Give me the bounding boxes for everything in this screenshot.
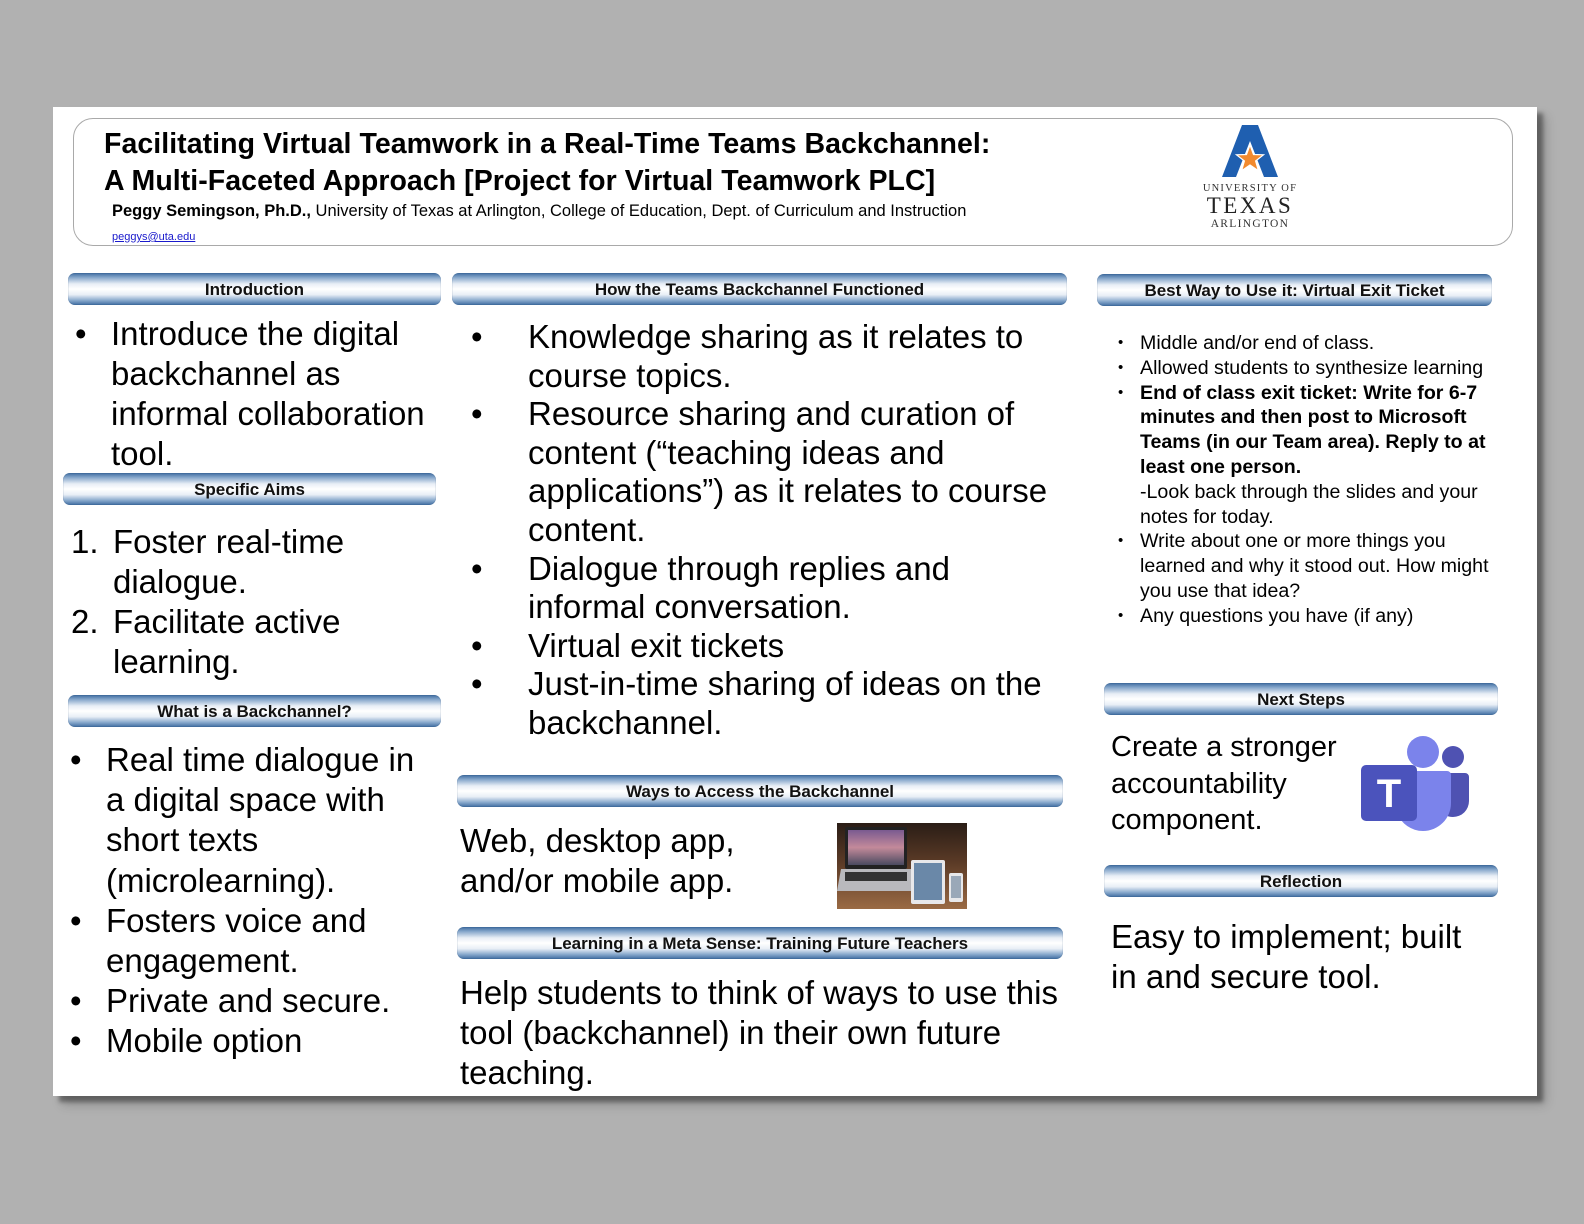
aim-text: Foster real-time dialogue.	[113, 523, 345, 600]
what-bullet	[70, 901, 440, 981]
how-bullet	[471, 627, 1071, 666]
what-bullet	[70, 1021, 440, 1061]
uta-a-star-icon	[1220, 125, 1280, 179]
author-line	[112, 202, 966, 221]
how-bullet	[471, 550, 1071, 627]
logo-line-3: ARLINGTON	[1210, 218, 1290, 230]
item-number: 1.	[71, 523, 99, 560]
best-way-bullet	[1118, 381, 1498, 530]
bullet-text: Real time dialogue in a digital space with short texts (microlearning).	[106, 741, 415, 899]
title-line-2: A Multi-Faceted Approach [Project for Virtual Teamwork PLC]	[104, 165, 936, 197]
bullet-text: Dialogue through replies and informal conversation.	[528, 549, 950, 626]
bullet-icon: •	[75, 315, 87, 352]
best-way-bullet	[1118, 331, 1498, 356]
bullet-text: Resource sharing and curation of content (“teaching ideas and applications”) as it relates to course content.	[528, 395, 1048, 548]
logo-line-2: TEXAS	[1206, 193, 1294, 218]
bullet-icon: •	[1118, 358, 1124, 376]
section-heading-what-is-backchannel: What is a Backchannel?	[68, 695, 441, 727]
bullet-icon: •	[70, 741, 82, 778]
bullet-text: Virtual exit tickets	[528, 626, 785, 664]
what-is-backchannel-content	[70, 740, 440, 1062]
how-bullet	[471, 665, 1071, 742]
author-affiliation: University of Texas at Arlington, College of Education, Dept. of Curriculum and Instruction	[310, 202, 967, 220]
ways-to-access-text: Web, desktop app, and/or mobile app.	[460, 822, 735, 899]
how-bullet	[471, 318, 1071, 395]
introduction-content	[75, 314, 445, 474]
item-number: 2.	[71, 603, 99, 640]
uta-logo	[1200, 125, 1300, 247]
section-heading-introduction: Introduction	[68, 273, 441, 305]
aim-item	[71, 522, 441, 602]
bullet-text: Write about one or more things you learned and why it stood out. How might you use that idea?	[1140, 530, 1489, 602]
bullet-text: Just-in-time sharing of ideas on the backchannel.	[528, 665, 1042, 741]
email-link[interactable]: peggys@uta.edu	[112, 231, 196, 243]
bullet-icon: •	[1118, 606, 1124, 624]
introduction-bullet	[75, 314, 445, 474]
bullet-icon: •	[1118, 532, 1124, 550]
bullet-text: -Look back through the slides and your notes for today.	[1140, 480, 1478, 528]
bullet-text: Any questions you have (if any)	[1140, 604, 1414, 627]
bullet-bold-text: End of class exit ticket: Write for 6-7 minutes and then post to Microsoft Teams (in our Team area). Reply to at least one person.	[1140, 381, 1486, 478]
bullet-icon: •	[471, 318, 483, 355]
bullet-icon: •	[1118, 383, 1124, 401]
bullet-icon: •	[471, 395, 483, 433]
section-heading-best-way: Best Way to Use it: Virtual Exit Ticket	[1097, 274, 1492, 306]
bullet-text: Private and secure.	[106, 982, 391, 1020]
meta-sense-text: Help students to think of ways to use this tool (backchannel) in their own future teaching.	[460, 974, 1058, 1091]
bullet-text: Middle and/or end of class.	[1140, 332, 1375, 354]
microsoft-teams-icon	[1361, 735, 1469, 835]
section-heading-ways-to-access: Ways to Access the Backchannel	[457, 775, 1063, 807]
how-functioned-content	[471, 318, 1071, 743]
bullet-icon: •	[471, 665, 483, 703]
bullet-icon: •	[70, 901, 82, 939]
best-way-bullet	[1118, 356, 1498, 381]
what-bullet	[70, 740, 440, 901]
author-name: Peggy Semingson, Ph.D.,	[112, 202, 311, 220]
teams-letter: T	[1376, 772, 1402, 816]
best-way-content	[1118, 331, 1498, 629]
section-heading-specific-aims: Specific Aims	[63, 473, 436, 505]
what-bullet	[70, 981, 440, 1021]
section-heading-next-steps: Next Steps	[1104, 683, 1498, 715]
devices-photo	[837, 823, 967, 909]
best-way-bullet	[1118, 529, 1498, 603]
bullet-text: Knowledge sharing as it relates to course topics.	[528, 318, 1024, 394]
bullet-icon: •	[70, 982, 82, 1020]
bullet-text: Mobile option	[106, 1022, 303, 1060]
bullet-text: Allowed students to synthesize learning	[1140, 356, 1484, 379]
section-heading-how-functioned: How the Teams Backchannel Functioned	[452, 273, 1067, 305]
reflection-text: Easy to implement; built in and secure tool.	[1111, 918, 1462, 995]
section-heading-reflection: Reflection	[1104, 865, 1498, 897]
logo-line-1: UNIVERSITY OF	[1202, 183, 1298, 194]
bullet-icon: •	[70, 1022, 82, 1060]
section-heading-meta-sense: Learning in a Meta Sense: Training Future Teachers	[457, 927, 1063, 959]
bullet-icon: •	[1118, 334, 1124, 351]
bullet-icon: •	[471, 549, 483, 587]
how-bullet	[471, 395, 1071, 549]
bullet-text: Introduce the digital backchannel as informal collaboration tool.	[111, 315, 425, 472]
poster-title	[104, 126, 990, 200]
title-line-1: Facilitating Virtual Teamwork in a Real-Time Teams Backchannel:	[104, 128, 991, 160]
bullet-icon: •	[471, 626, 483, 664]
specific-aims-content	[71, 522, 441, 682]
best-way-bullet	[1118, 604, 1498, 629]
aim-item	[71, 602, 441, 682]
aim-text: Facilitate active learning.	[113, 603, 341, 680]
poster	[53, 107, 1537, 1096]
next-steps-text: Create a stronger accountability component.	[1111, 731, 1337, 836]
bullet-text: Fosters voice and engagement.	[106, 901, 367, 980]
